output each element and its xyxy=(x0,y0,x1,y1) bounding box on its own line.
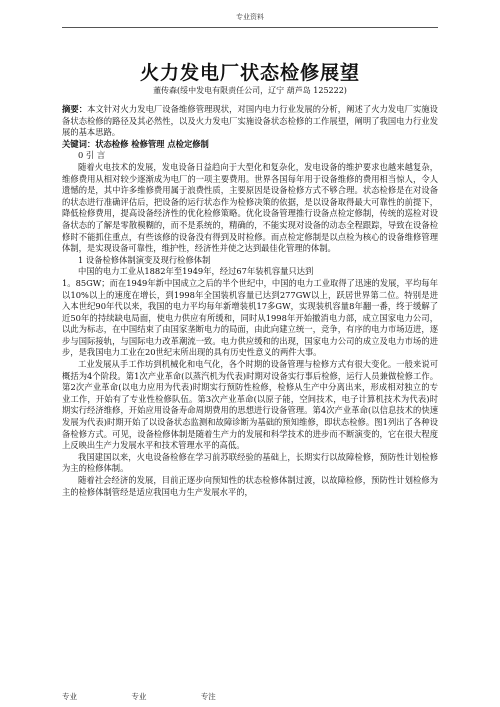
keywords xyxy=(62,139,438,151)
keywords-text: 状态检修 检修管理 点检定修制 xyxy=(95,138,209,149)
page-header-label: 专业资料 xyxy=(236,13,264,21)
author-affiliation: 董传森(绥中发电有限责任公司，辽宁 葫芦岛 125222) xyxy=(153,86,347,95)
section-1-paragraph-4: 随着社会经济的发展，目前正逐步向预知性的状态检修体制过渡，以故障检修，预防性计划检修为主的检修体制管经是适应我国电力生产发展水平的， xyxy=(62,475,438,497)
footer-item-3: 专注 xyxy=(200,692,216,701)
abstract xyxy=(62,104,438,139)
section-1-paragraph-1: 1。85GW；而在1949年新中国成立之后的半个世纪中，中国的电力工业取得了迅速的发展，平均每年以10%以上的速度在增长，到1998年全国装机容量已达到277GW以上，跃居世界第二位。特别是进入本世纪90年代以来，我国的电力平均每年新增装机17多GW，实现装机容量8年翻一番，终于缓解了近50年的持续缺电局面，使电力供应有所缓和，同时从1998年开始撤消电力部，成立国家电力公司，以此为标志，在中国结束了由国家垄断电力的局面，由此向建立统一，竞争，有序的电力市场迈进，逐步与国际接轨，与国际电力改革潮流一致。电力供应缓和的出现，国家电力公司的成立及电力市场的进步，是我国电力工业在20世纪末所出现的具有历史性意义的两件大事。 xyxy=(62,277,438,358)
abstract-text: 本文针对火力发电厂设备维修管理现状，对国内电力行业发展的分析，阐述了火力发电厂实施设备状态检修的路径及其必然性，以及火力发电厂实施设备状态检修的工作展望，阐明了我国电力行业发展的基本思路。 xyxy=(62,104,438,138)
document-body xyxy=(62,104,438,498)
abstract-label: 摘要： xyxy=(62,104,88,114)
section-1-paragraph-1-lead: 中国的电力工业从1882年至1949年，经过67年装机容量只达到 xyxy=(78,266,314,277)
section-0-paragraph: 随着火电技术的发展，发电设备日益趋向于大型化和复杂化，发电设备的维护要求也越来越复杂，维修费用从相对较少逐渐成为电厂的一项主要费用。世界各国每年用于设备维修的费用相当惊人，令人遗憾的是，其中许多维修费用属于浪费性质，主要原因是设备检修方式不够合理。状态检修是在对设备的状态进行准确评估后，把设备的运行状态作为检修决策的依据，是以设备取得最大可靠性的前提下，降低检修费用，提高设备经济性的优化检修策略。优化设备管理推行设备点检定修制，传统的巡检对设备状态的了解是零散模糊的，而不是系统的，精确的，不能实现对设备的动态全程跟踪，导致在设备检修时不能抓住重点，有些该修的设备没有得到及时检修。而点检定修制是以点检为核心的设备维修管理体制，是实现设备可靠性，维护性，经济性并使之达到最佳化管理的体制。 xyxy=(62,161,438,254)
section-0-heading: 0 引 言 xyxy=(78,150,106,161)
keywords-label: 关键词： xyxy=(62,138,96,149)
page-footer xyxy=(62,691,268,702)
section-1-paragraph-3: 我国建国以来，火电设备检修在学习前苏联经验的基础上，长期实行以故障检修，预防性计划检修为主的检修体制。 xyxy=(62,451,438,474)
document-title: 火力发电厂状态检修展望 xyxy=(139,62,360,84)
section-1-heading: 1 设备检修体制演变及现行检修体制 xyxy=(78,254,211,265)
section-1-paragraph-2: 工业发展从手工作坊到机械化和电气化，各个时期的设备管理与检修方式有很大变化。一般来说可概括为4个阶段。第1次产业革命(以蒸汽机为代表)时期对设备实行事后检修，运行人员兼做检修工作。第2次产业革命(以电力应用为代表)时期实行预防性检修，检修从生产中分离出来，形成相对独立的专业工作，开始有了专业性检修队伍。第3次产业革命(以原子能，空间技术，电子计算机技术为代表)时期实行经济维修，开始应用设备寿命周期费用的思想进行设备管理。第4次产业革命(以信息技术的快速发展为代表)时期开始了以设备状态监测和故障诊断为基础的预知维修，即状态检修。图1列出了各种设备检修方式。可见，设备检修体制是随着生产力的发展和科学技术的进步而不断演变的，它在很大程度上反映出生产力发展水平和技术管理水平的高低。 xyxy=(62,359,438,451)
footer-item-1: 专业 xyxy=(62,692,77,701)
footer-item-2: 专业 xyxy=(131,692,147,701)
header-divider xyxy=(62,27,438,28)
